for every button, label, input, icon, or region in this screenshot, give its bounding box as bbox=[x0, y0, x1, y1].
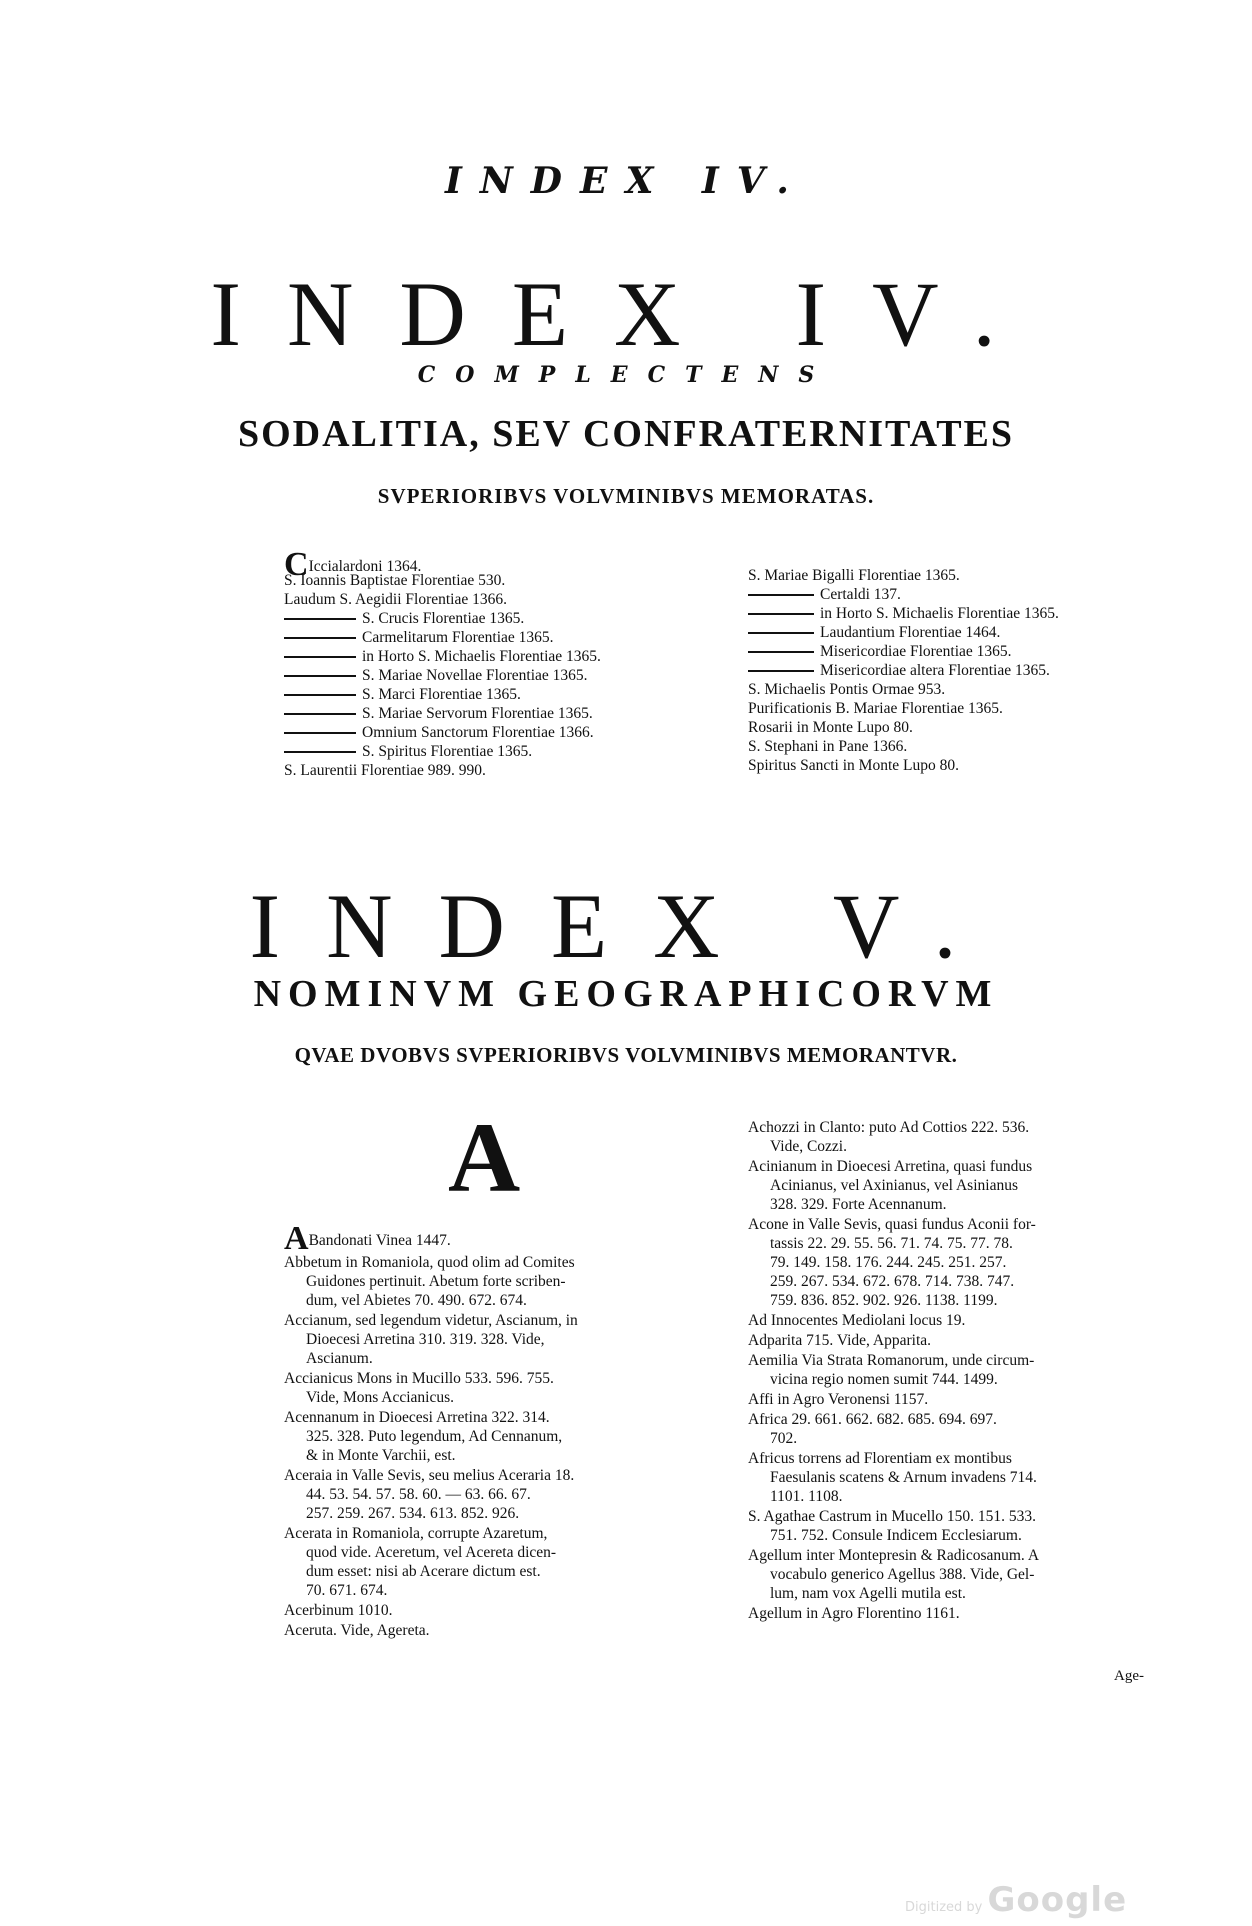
index-entry bbox=[748, 604, 1188, 623]
ditto-dash bbox=[748, 670, 814, 672]
entry-head: Acennanum in Dioecesi Arretina 322. 314. bbox=[284, 1409, 550, 1426]
entry-text: Laudum S. Aegidii Florentiae 1366. bbox=[284, 591, 508, 608]
watermark-prefix: Digitized by bbox=[905, 1900, 983, 1915]
index-v-subtitle-small: QVAE DVOBVS SVPERIORIBVS VOLVMINIBVS MEMORANTVR. bbox=[294, 1043, 958, 1067]
index-entry bbox=[284, 647, 714, 666]
entry-continuation: 759. 836. 852. 902. 926. 1138. 1199. bbox=[770, 1292, 998, 1309]
index-entry bbox=[748, 1215, 1188, 1310]
entry-head: Africus torrens ad Florentiam ex montibus bbox=[748, 1450, 1012, 1467]
entry-head: Agellum in Agro Florentino 1161. bbox=[748, 1605, 960, 1622]
index-entry bbox=[748, 566, 1188, 585]
index-entry bbox=[748, 756, 1188, 775]
index-entry bbox=[284, 628, 714, 647]
entry-head: Agellum inter Montepresin & Radicosanum. A bbox=[748, 1547, 1040, 1564]
index-entry bbox=[748, 1351, 1188, 1389]
entry-text: Omnium Sanctorum Florentiae 1366. bbox=[362, 724, 594, 741]
entry-continuation: 325. 328. Puto legendum, Ad Cennanum, bbox=[306, 1428, 563, 1445]
entry-continuation: 44. 53. 54. 57. 58. 60. — 63. 66. 67. bbox=[306, 1486, 531, 1503]
entry-continuation: Guidones pertinuit. Abetum forte scriben- bbox=[306, 1273, 566, 1290]
index-entry bbox=[284, 723, 714, 742]
entry-head: Aceraia in Valle Sevis, seu melius Aceraria 18. bbox=[284, 1467, 575, 1484]
entry-head: Africa 29. 661. 662. 682. 685. 694. 697. bbox=[748, 1411, 997, 1428]
entry-text: S. Marci Florentiae 1365. bbox=[362, 686, 521, 703]
entry-text: Misericordiae Florentiae 1365. bbox=[820, 643, 1012, 660]
ditto-dash bbox=[284, 618, 356, 620]
index-entry bbox=[284, 609, 714, 628]
index-entry bbox=[284, 1311, 730, 1368]
index-entry bbox=[284, 761, 714, 780]
entry-continuation: lum, nam vox Agelli mutila est. bbox=[770, 1585, 966, 1602]
entry-text: Certaldi 137. bbox=[820, 586, 901, 603]
entry-head: Abbetum in Romaniola, quod olim ad Comites bbox=[284, 1254, 575, 1271]
entry-head: Aceruta. Vide, Agereta. bbox=[284, 1622, 430, 1639]
entry-head: Aemilia Via Strata Romanorum, unde circum- bbox=[748, 1352, 1035, 1369]
index-entry bbox=[284, 1369, 730, 1407]
entry-head: Acerbinum 1010. bbox=[284, 1602, 393, 1619]
entry-continuation: 70. 671. 674. bbox=[306, 1582, 388, 1599]
entry-continuation: quod vide. Aceretum, vel Acereta dicen- bbox=[306, 1544, 557, 1561]
entry-continuation: vocabulo generico Agellus 388. Vide, Gel- bbox=[770, 1566, 1035, 1583]
index-v-right-column bbox=[748, 1118, 1188, 1624]
index-entry bbox=[748, 699, 1188, 718]
entry-continuation: 751. 752. Consule Indicem Ecclesiarum. bbox=[770, 1527, 1022, 1544]
entry-continuation: 257. 259. 267. 534. 613. 852. 926. bbox=[306, 1505, 520, 1522]
entry-text: S. Stephani in Pane 1366. bbox=[748, 738, 908, 755]
entry-text: S. Mariae Bigalli Florentiae 1365. bbox=[748, 567, 960, 584]
entry-continuation: 1101. 1108. bbox=[770, 1488, 843, 1505]
index-v-subtitle: NOMINVM GEOGRAPHICORVM bbox=[253, 973, 999, 1015]
index-entry bbox=[284, 1466, 730, 1523]
ditto-dash bbox=[284, 713, 356, 715]
initial-letter: A bbox=[284, 1220, 309, 1257]
entry-continuation: dum, vel Abietes 70. 490. 672. 674. bbox=[306, 1292, 527, 1309]
entry-text: Laudantium Florentiae 1464. bbox=[820, 624, 1001, 641]
ditto-dash bbox=[284, 694, 356, 696]
index-entry bbox=[748, 1311, 1188, 1330]
entry-continuation: 328. 329. Forte Acennanum. bbox=[770, 1196, 947, 1213]
entry-text: S. Mariae Novellae Florentiae 1365. bbox=[362, 667, 588, 684]
index-entry bbox=[284, 1524, 730, 1600]
entry-head: S. Agathae Castrum in Mucello 150. 151. 533. bbox=[748, 1508, 1037, 1525]
index-entry bbox=[748, 1118, 1188, 1156]
entry-text: S. Laurentii Florentiae 989. 990. bbox=[284, 762, 486, 779]
entry-head: Accianicus Mons in Mucillo 533. 596. 755. bbox=[284, 1370, 554, 1387]
entry-continuation: dum esset: nisi ab Acerare dictum est. bbox=[306, 1563, 541, 1580]
index-entry bbox=[748, 1449, 1188, 1506]
entry-head: Acinianum in Dioecesi Arretina, quasi fundus bbox=[748, 1158, 1033, 1175]
running-head: INDEX IV. bbox=[445, 160, 807, 202]
entry-text: Misericordiae altera Florentiae 1365. bbox=[820, 662, 1050, 679]
entry-text: S. Mariae Servorum Florentiae 1365. bbox=[362, 705, 593, 722]
entry-continuation: Faesulanis scatens & Arnum invadens 714. bbox=[770, 1469, 1037, 1486]
index-iv-subtitle: SODALITIA, SEV CONFRATERNITATES bbox=[237, 413, 1015, 455]
entry-text: Carmelitarum Florentiae 1365. bbox=[362, 629, 554, 646]
index-entry bbox=[748, 1157, 1188, 1214]
entry-text: Bandonati Vinea 1447. bbox=[308, 1232, 451, 1249]
ditto-dash bbox=[284, 675, 356, 677]
index-entry bbox=[284, 590, 714, 609]
entry-continuation: Vide, Mons Accianicus. bbox=[306, 1389, 455, 1406]
index-entry bbox=[284, 685, 714, 704]
entry-text: S. Michaelis Pontis Ormae 953. bbox=[748, 681, 946, 698]
entry-head: Acerata in Romaniola, corrupte Azaretum, bbox=[284, 1525, 548, 1542]
ditto-dash bbox=[748, 632, 814, 634]
index-v-title: INDEX V. bbox=[249, 875, 1003, 977]
entry-continuation: 79. 149. 158. 176. 244. 245. 251. 257. bbox=[770, 1254, 1007, 1271]
index-entry bbox=[748, 1390, 1188, 1409]
digitized-watermark bbox=[905, 1880, 1127, 1920]
index-entry bbox=[748, 661, 1188, 680]
index-entry bbox=[748, 718, 1188, 737]
index-entry bbox=[748, 642, 1188, 661]
section-letter: A bbox=[448, 1102, 521, 1213]
initial-letter: C bbox=[284, 546, 309, 583]
entry-head: Adparita 715. Vide, Apparita. bbox=[748, 1332, 932, 1349]
entry-head: Affi in Agro Veronensi 1157. bbox=[748, 1391, 929, 1408]
ditto-dash bbox=[284, 637, 356, 639]
index-entry bbox=[284, 742, 714, 761]
index-entry bbox=[284, 1253, 730, 1310]
entry-text: in Horto S. Michaelis Florentiae 1365. bbox=[362, 648, 601, 665]
index-entry bbox=[284, 1621, 730, 1640]
ditto-dash bbox=[284, 751, 356, 753]
index-iv-complectens: COMPLECTENS bbox=[417, 362, 835, 388]
index-entry bbox=[748, 1331, 1188, 1350]
index-v-left-column bbox=[284, 1116, 730, 1641]
entry-text: S. Crucis Florentiae 1365. bbox=[362, 610, 525, 627]
index-entry bbox=[748, 1546, 1188, 1603]
index-iv-subtitle-small: SVPERIORIBVS VOLVMINIBVS MEMORATAS. bbox=[377, 484, 875, 508]
entry-continuation: Vide, Cozzi. bbox=[770, 1138, 847, 1155]
entry-text: Rosarii in Monte Lupo 80. bbox=[748, 719, 913, 736]
entry-text: S. Spiritus Florentiae 1365. bbox=[362, 743, 533, 760]
index-entry bbox=[284, 666, 714, 685]
entry-text: Iccialardoni 1364. bbox=[308, 558, 422, 575]
entry-head: Accianum, sed legendum videtur, Ascianum, in bbox=[284, 1312, 578, 1329]
entry-continuation: Ascianum. bbox=[306, 1350, 373, 1367]
ditto-dash bbox=[284, 656, 356, 658]
index-entry bbox=[284, 1408, 730, 1465]
ditto-dash bbox=[748, 594, 814, 596]
entry-text: S. Ioannis Baptistae Florentiae 530. bbox=[284, 572, 506, 589]
index-iv-title: INDEX IV. bbox=[210, 263, 1042, 365]
index-entry bbox=[748, 585, 1188, 604]
entry-continuation: & in Monte Varchii, est. bbox=[306, 1447, 456, 1464]
entry-text: in Horto S. Michaelis Florentiae 1365. bbox=[820, 605, 1059, 622]
index-iv-left-column bbox=[284, 546, 714, 780]
index-entry bbox=[748, 1507, 1188, 1545]
entry-text: Spiritus Sancti in Monte Lupo 80. bbox=[748, 757, 959, 774]
index-entry bbox=[284, 571, 714, 590]
entry-continuation: 702. bbox=[770, 1430, 798, 1447]
ditto-dash bbox=[748, 613, 814, 615]
index-entry bbox=[748, 680, 1188, 699]
index-entry bbox=[748, 737, 1188, 756]
entry-continuation: vicina regio nomen sumit 744. 1499. bbox=[770, 1371, 998, 1388]
index-entry bbox=[748, 1410, 1188, 1448]
entry-continuation: 259. 267. 534. 672. 678. 714. 738. 747. bbox=[770, 1273, 1015, 1290]
entry-continuation: Dioecesi Arretina 310. 319. 328. Vide, bbox=[306, 1331, 545, 1348]
index-entry bbox=[284, 704, 714, 723]
entry-head: Acone in Valle Sevis, quasi fundus Aconii for- bbox=[748, 1216, 1036, 1233]
entry-head: Achozzi in Clanto: puto Ad Cottios 222. 536. bbox=[748, 1119, 1030, 1136]
index-v-first-entry bbox=[284, 1220, 730, 1257]
index-iv-right-column bbox=[748, 566, 1188, 775]
entry-continuation: tassis 22. 29. 55. 56. 71. 74. 75. 77. 78. bbox=[770, 1235, 1013, 1252]
entry-head: Ad Innocentes Mediolani locus 19. bbox=[748, 1312, 966, 1329]
index-entry bbox=[748, 623, 1188, 642]
index-entry bbox=[748, 1604, 1188, 1623]
ditto-dash bbox=[748, 651, 814, 653]
entry-continuation: Acinianus, vel Axinianus, vel Asinianus bbox=[770, 1177, 1018, 1194]
entry-text: Purificationis B. Mariae Florentiae 1365. bbox=[748, 700, 1003, 717]
ditto-dash bbox=[284, 732, 356, 734]
catchword: Age- bbox=[1114, 1668, 1144, 1684]
index-entry bbox=[284, 1601, 730, 1620]
watermark-logo: Google bbox=[987, 1880, 1128, 1920]
